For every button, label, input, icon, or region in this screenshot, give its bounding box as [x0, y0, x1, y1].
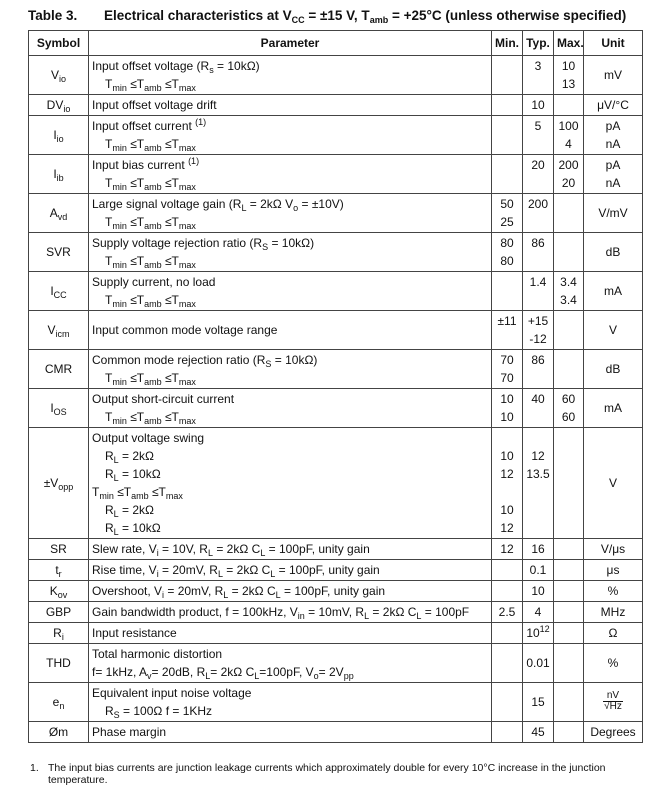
typ-cell: 86 — [523, 233, 554, 272]
symbol-cell: Øm — [29, 722, 89, 743]
parameter-cell: Output short-circuit current $T_{min} \le T_{amb} \le T_{max}$ — [89, 389, 492, 428]
typ-cell: 10 — [523, 95, 554, 116]
max-cell — [554, 233, 584, 272]
typ-cell: 4 — [523, 602, 554, 623]
table-row — [29, 272, 643, 311]
header-min: Min. — [492, 31, 523, 56]
typ-cell: 45 — [523, 722, 554, 743]
table-row — [29, 683, 643, 722]
table-row — [29, 95, 643, 116]
unit-cell: μV/°C — [584, 95, 643, 116]
symbol-cell: $V_{io}$ — [29, 56, 89, 95]
max-cell: 3.4 3.4 — [554, 272, 584, 311]
min-cell — [492, 272, 523, 311]
typ-cell: 1.4 — [523, 272, 554, 311]
typ-cell: 12 13.5 — [523, 428, 554, 539]
table-title: Electrical characteristics at $V_{CC} = \pm 15$ V, $T_{amb} = +25^\circ C$ (unless otherwise specified) — [104, 8, 627, 25]
unit-cell: % — [584, 581, 643, 602]
header-max: Max. — [554, 31, 584, 56]
unit-cell: pA nA — [584, 155, 643, 194]
min-cell — [492, 116, 523, 155]
table-row — [29, 116, 643, 155]
parameter-cell: Input offset voltage $(R_s = 10k\Omega)$ $T_{min} \le T_{amb} \le T_{max}$ — [89, 56, 492, 95]
symbol-cell: $t_r$ — [29, 560, 89, 581]
max-cell — [554, 350, 584, 389]
min-cell — [492, 56, 523, 95]
unit-cell: V — [584, 428, 643, 539]
parameter-cell: Slew rate, $V_i = 10V$, $R_L = 2k\Omega$ $C_L = 100pF$, unity gain — [89, 539, 492, 560]
min-cell: 70 70 — [492, 350, 523, 389]
parameter-cell: Output voltage swing $R_L = 2k\Omega$ $R_L = 10k\Omega$ $T_{min} \le T_{amb} \le T_{max}$ $R_L = 2k\Omega$ $R_L = 10k\Omega$ — [89, 428, 492, 539]
table-row — [29, 644, 643, 683]
symbol-cell: $A_{vd}$ — [29, 194, 89, 233]
table-row — [29, 233, 643, 272]
header-unit: Unit — [584, 31, 643, 56]
footnote — [30, 762, 630, 786]
typ-cell: $10^{12}$ — [523, 623, 554, 644]
footnote-number: 1. — [30, 762, 39, 774]
table-row — [29, 560, 643, 581]
unit-cell: mA — [584, 389, 643, 428]
parameter-cell: Common mode rejection ratio $(R_S = 10k\Omega)$ $T_{min} \le T_{amb} \le T_{max}$ — [89, 350, 492, 389]
electrical-characteristics-table — [28, 30, 643, 743]
max-cell: 100 4 — [554, 116, 584, 155]
min-cell — [492, 683, 523, 722]
min-cell: 50 25 — [492, 194, 523, 233]
typ-cell: 10 — [523, 581, 554, 602]
unit-cell: dB — [584, 233, 643, 272]
unit-cell — [584, 683, 643, 722]
table-row — [29, 602, 643, 623]
unit-cell: μs — [584, 560, 643, 581]
header-symbol: Symbol — [29, 31, 89, 56]
symbol-cell: $V_{icm}$ — [29, 311, 89, 350]
parameter-cell: Equivalent input noise voltage $R_S = 100\Omega$ f = 1KHz — [89, 683, 492, 722]
header-row — [29, 31, 643, 56]
unit-cell: mV — [584, 56, 643, 95]
min-cell: ±11 — [492, 311, 523, 350]
min-cell — [492, 155, 523, 194]
min-cell — [492, 623, 523, 644]
table-row — [29, 56, 643, 95]
min-cell: 12 — [492, 539, 523, 560]
unit-cell: dB — [584, 350, 643, 389]
parameter-cell: Input resistance — [89, 623, 492, 644]
table-row — [29, 311, 643, 350]
parameter-cell: Input bias current $^{(1)}$ $T_{min} \le T_{amb} \le T_{max}$ — [89, 155, 492, 194]
symbol-cell: CMR — [29, 350, 89, 389]
typ-cell: 5 — [523, 116, 554, 155]
unit-cell: V/mV — [584, 194, 643, 233]
min-cell — [492, 560, 523, 581]
header-parameter: Parameter — [89, 31, 492, 56]
min-cell: 2.5 — [492, 602, 523, 623]
table-row — [29, 350, 643, 389]
parameter-cell: Overshoot, $V_i = 20mV$, $R_L = 2k\Omega$ $C_L = 100pF$, unity gain — [89, 581, 492, 602]
table-row — [29, 539, 643, 560]
unit-cell: % — [584, 644, 643, 683]
max-cell — [554, 428, 584, 539]
unit-cell: V/μs — [584, 539, 643, 560]
footnote-text: The input bias currents are junction leakage currents which approximately double for every 10°C increase in the junction temperature. — [48, 762, 606, 786]
min-cell: 10 12 10 12 — [492, 428, 523, 539]
max-cell — [554, 722, 584, 743]
typ-cell: 15 — [523, 683, 554, 722]
parameter-cell: Gain bandwidth product, f = 100kHz, $V_{in} = 10mV$, $R_L = 2k\Omega$ $C_L = 100pF$ — [89, 602, 492, 623]
unit-cell: pA nA — [584, 116, 643, 155]
unit-cell: Ω — [584, 623, 643, 644]
max-cell — [554, 539, 584, 560]
table-row — [29, 722, 643, 743]
symbol-cell: $R_i$ — [29, 623, 89, 644]
typ-cell: 86 — [523, 350, 554, 389]
max-cell: 200 20 — [554, 155, 584, 194]
parameter-cell: Supply current, no load $T_{min} \le T_{amb} \le T_{max}$ — [89, 272, 492, 311]
symbol-cell: $I_{io}$ — [29, 116, 89, 155]
max-cell — [554, 602, 584, 623]
max-cell — [554, 683, 584, 722]
symbol-cell: $K_{ov}$ — [29, 581, 89, 602]
header-typ: Typ. — [523, 31, 554, 56]
unit-cell: V — [584, 311, 643, 350]
table-row — [29, 428, 643, 539]
symbol-cell: $\pm V_{opp}$ — [29, 428, 89, 539]
parameter-cell: Input offset voltage drift — [89, 95, 492, 116]
unit-cell: MHz — [584, 602, 643, 623]
parameter-cell: Phase margin — [89, 722, 492, 743]
typ-cell: 200 — [523, 194, 554, 233]
parameter-cell: Input offset current $^{(1)}$ $T_{min} \le T_{amb} \le T_{max}$ — [89, 116, 492, 155]
max-cell — [554, 194, 584, 233]
typ-cell: 3 — [523, 56, 554, 95]
table-row — [29, 194, 643, 233]
symbol-cell: $I_{CC}$ — [29, 272, 89, 311]
symbol-cell: THD — [29, 644, 89, 683]
typ-cell: 0.1 — [523, 560, 554, 581]
table-row — [29, 155, 643, 194]
typ-cell: 0.01 — [523, 644, 554, 683]
parameter-cell: Supply voltage rejection ratio $(R_S = 10k\Omega)$ $T_{min} \le T_{amb} \le T_{max}$ — [89, 233, 492, 272]
typ-cell: 40 — [523, 389, 554, 428]
symbol-cell: $I_{OS}$ — [29, 389, 89, 428]
min-cell — [492, 95, 523, 116]
min-cell — [492, 644, 523, 683]
max-cell: 10 13 — [554, 56, 584, 95]
max-cell — [554, 623, 584, 644]
parameter-cell: Total harmonic distortion f= 1kHz, $A_v= 20dB$, $R_L= 2k\Omega$ $C_L=100pF$, $V_o= 2V_{pp}$ — [89, 644, 492, 683]
noise-unit-fraction: $\frac{nV}{√Hz}$ — [604, 689, 622, 712]
max-cell — [554, 581, 584, 602]
symbol-cell: SR — [29, 539, 89, 560]
min-cell — [492, 581, 523, 602]
parameter-cell: Rise time, $V_i = 20mV$, $R_L = 2k\Omega$ $C_L = 100pF$, unity gain — [89, 560, 492, 581]
table-row — [29, 623, 643, 644]
symbol-cell: $DV_{io}$ — [29, 95, 89, 116]
min-cell: 80 80 — [492, 233, 523, 272]
max-cell — [554, 560, 584, 581]
max-cell: 60 60 — [554, 389, 584, 428]
table-caption — [28, 8, 626, 23]
max-cell — [554, 644, 584, 683]
symbol-cell: GBP — [29, 602, 89, 623]
table-row — [29, 581, 643, 602]
unit-cell: mA — [584, 272, 643, 311]
table-row — [29, 389, 643, 428]
symbol-cell: $e_n$ — [29, 683, 89, 722]
symbol-cell: $I_{ib}$ — [29, 155, 89, 194]
min-cell — [492, 722, 523, 743]
unit-cell: Degrees — [584, 722, 643, 743]
max-cell — [554, 95, 584, 116]
parameter-cell: Large signal voltage gain ($R_L = 2k\Omega$ $V_o = \pm 10V$) $T_{min} \le T_{amb} \le T_{max}$ — [89, 194, 492, 233]
symbol-cell: SVR — [29, 233, 89, 272]
typ-cell: +15 -12 — [523, 311, 554, 350]
max-cell — [554, 311, 584, 350]
typ-cell: 20 — [523, 155, 554, 194]
min-cell: 10 10 — [492, 389, 523, 428]
parameter-cell: Input common mode voltage range — [89, 311, 492, 350]
typ-cell: 16 — [523, 539, 554, 560]
table-label: Table 3. — [28, 8, 78, 23]
